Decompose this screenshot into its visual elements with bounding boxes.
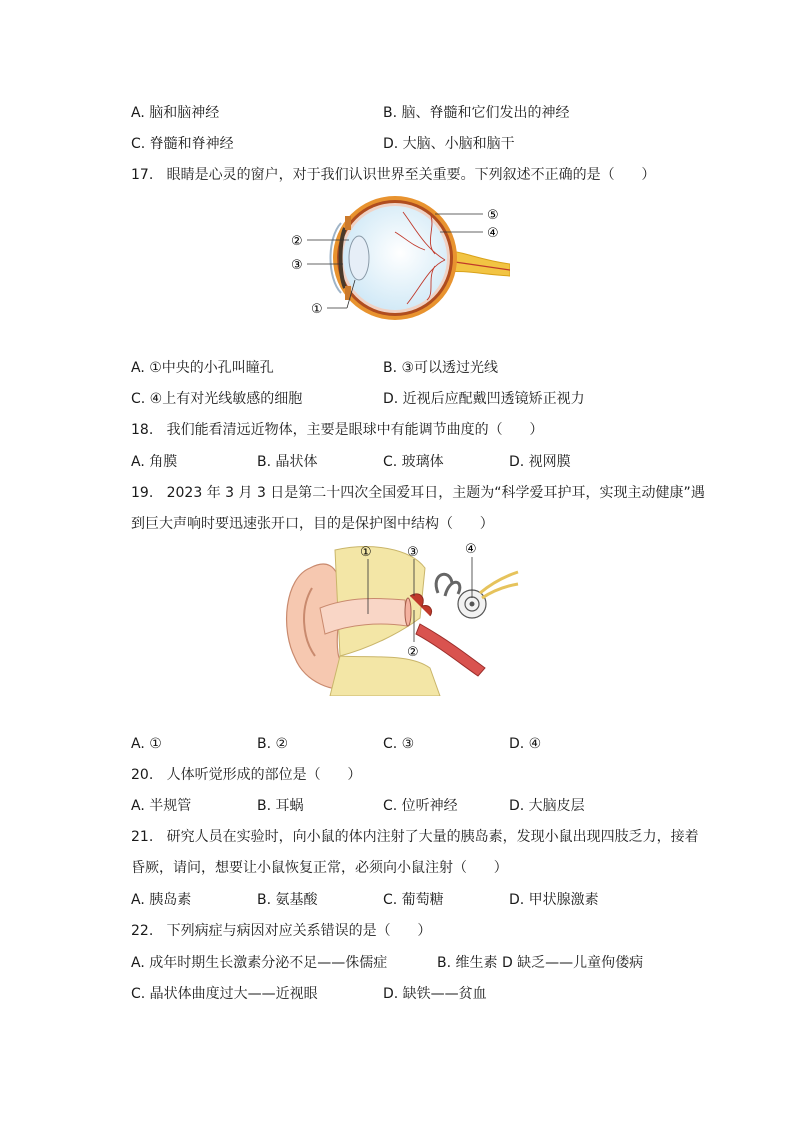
q22-option-c[interactable]: C. 晶状体曲度过大——近视眼: [131, 986, 318, 1002]
q20-option-b[interactable]: B. 耳蜗: [257, 798, 304, 814]
q19-option-d[interactable]: D. ④: [509, 736, 542, 752]
q19-option-c[interactable]: C. ③: [383, 736, 415, 752]
ear-diagram: [280, 538, 520, 696]
q21-stem-line2: 昏厥，请问，想要让小鼠恢复正常，必须向小鼠注射（ ）: [131, 860, 508, 876]
q22-option-a[interactable]: A. 成年时期生长激素分泌不足——侏儒症: [131, 955, 388, 971]
q16-option-d[interactable]: D. 大脑、小脑和脑干: [383, 136, 515, 152]
q17-stem: 17. 眼睛是心灵的窗户，对于我们认识世界至关重要。下列叙述不正确的是（ ）: [131, 167, 656, 183]
q16-option-b[interactable]: B. 脑、脊髓和它们发出的神经: [383, 105, 570, 121]
eye-label-2: ②: [291, 234, 303, 249]
q18-option-d[interactable]: D. 视网膜: [509, 454, 571, 470]
q16-option-a[interactable]: A. 脑和脑神经: [131, 105, 220, 121]
ear-label-4: ④: [465, 542, 477, 557]
q16-option-c[interactable]: C. 脊髓和脊神经: [131, 136, 234, 152]
q18-option-a[interactable]: A. 角膜: [131, 454, 178, 470]
eye-label-1: ①: [311, 302, 323, 317]
q19-option-b[interactable]: B. ②: [257, 736, 289, 752]
q17-option-a[interactable]: A. ①中央的小孔叫瞳孔: [131, 360, 274, 376]
q18-option-b[interactable]: B. 晶状体: [257, 454, 318, 470]
q19-stem-line1: 19. 2023 年 3 月 3 日是第二十四次全国爱耳日，主题为“科学爱耳护耳，实现主动健康”遇: [131, 485, 705, 501]
q17-option-b[interactable]: B. ③可以透过光线: [383, 360, 499, 376]
q21-option-a[interactable]: A. 胰岛素: [131, 892, 192, 908]
q22-stem: 22. 下列病症与病因对应关系错误的是（ ）: [131, 923, 432, 939]
eye-label-3: ③: [291, 258, 303, 273]
q22-option-d[interactable]: D. 缺铁——贫血: [383, 986, 487, 1002]
q21-option-c[interactable]: C. 葡萄糖: [383, 892, 444, 908]
q17-option-d[interactable]: D. 近视后应配戴凹透镜矫正视力: [383, 391, 585, 407]
q18-option-c[interactable]: C. 玻璃体: [383, 454, 444, 470]
q19-option-a[interactable]: A. ①: [131, 736, 162, 752]
eye-label-4: ④: [487, 226, 499, 241]
ear-label-1: ①: [360, 545, 372, 560]
q21-stem-line1: 21. 研究人员在实验时，向小鼠的体内注射了大量的胰岛素，发现小鼠出现四肢乏力，接着: [131, 829, 699, 845]
q18-stem: 18. 我们能看清远近物体，主要是眼球中有能调节曲度的（ ）: [131, 422, 544, 438]
q20-option-d[interactable]: D. 大脑皮层: [509, 798, 585, 814]
q21-option-d[interactable]: D. 甲状腺激素: [509, 892, 599, 908]
eye-diagram: [285, 188, 510, 323]
q20-option-a[interactable]: A. 半规管: [131, 798, 192, 814]
q17-option-c[interactable]: C. ④上有对光线敏感的细胞: [131, 391, 303, 407]
ear-label-3: ③: [407, 545, 419, 560]
eye-label-5: ⑤: [487, 208, 499, 223]
q19-stem-line2: 到巨大声响时要迅速张开口，目的是保护图中结构（ ）: [131, 516, 494, 532]
q20-option-c[interactable]: C. 位听神经: [383, 798, 458, 814]
q22-option-b[interactable]: B. 维生素 D 缺乏——儿童佝偻病: [437, 955, 644, 971]
q20-stem: 20. 人体听觉形成的部位是（ ）: [131, 767, 362, 783]
ear-label-2: ②: [407, 645, 419, 660]
q21-option-b[interactable]: B. 氨基酸: [257, 892, 318, 908]
